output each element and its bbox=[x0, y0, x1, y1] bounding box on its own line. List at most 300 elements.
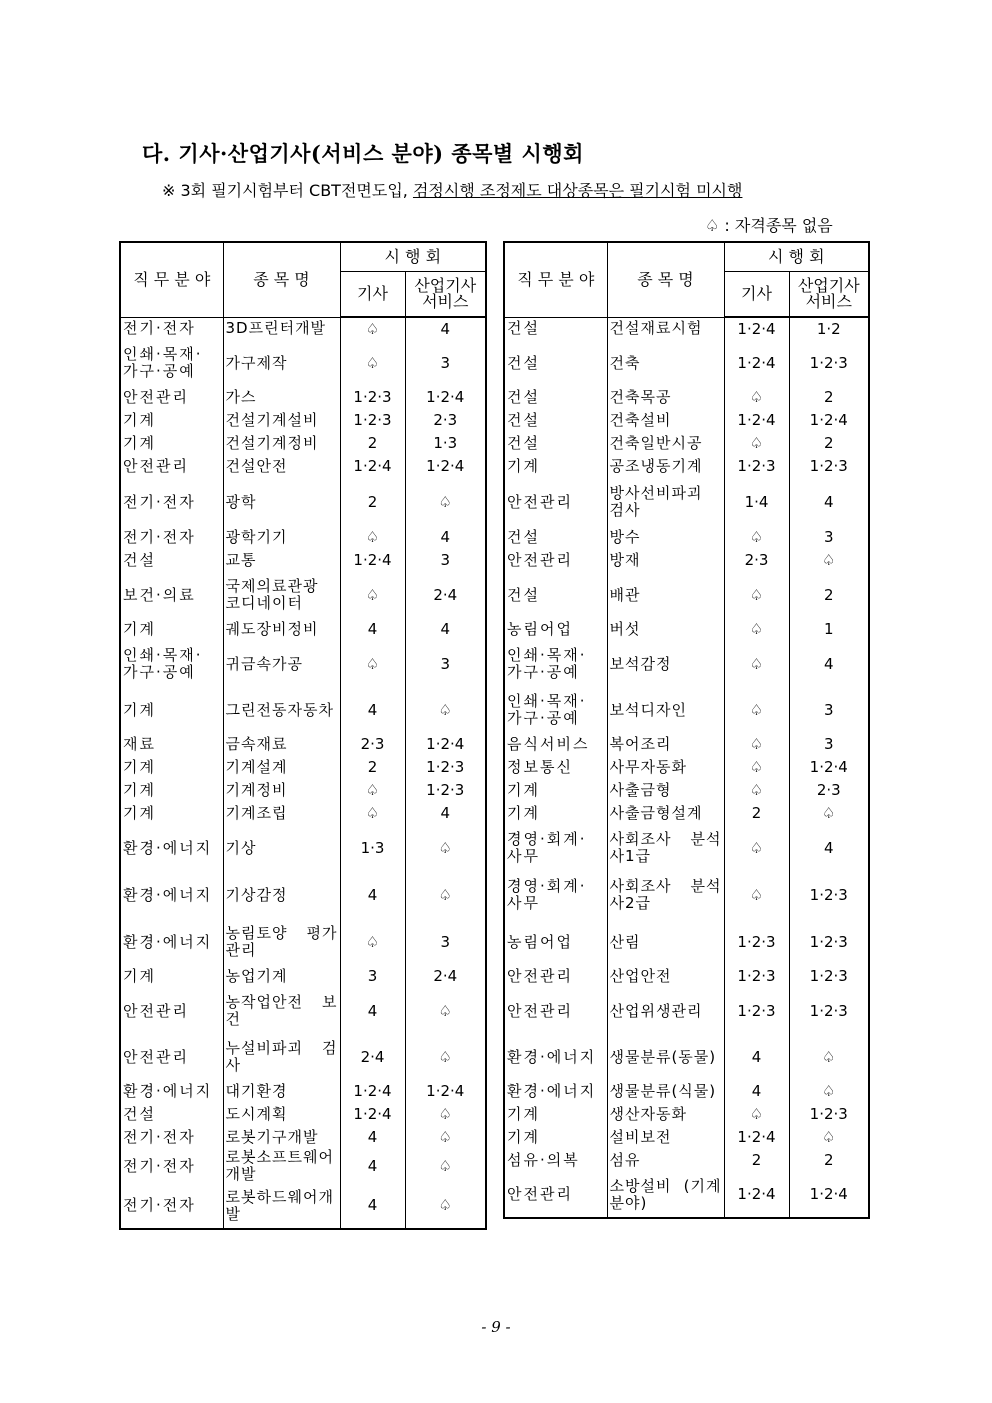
industrial-cell: 4 bbox=[789, 641, 869, 687]
engineer-cell: 4 bbox=[340, 1183, 405, 1229]
header-engineer: 기사 bbox=[340, 271, 405, 317]
item-name-cell: 가구제작 bbox=[223, 340, 340, 386]
item-name-cell: 건설기계설비 bbox=[223, 409, 340, 432]
engineer-cell: 1·2·3 bbox=[340, 409, 405, 432]
engineer-cell: 2 bbox=[724, 802, 789, 825]
item-name-cell: 배관 bbox=[607, 572, 724, 618]
schedule-table-left bbox=[119, 241, 487, 1230]
job-field-cell: 농림어업 bbox=[504, 919, 607, 965]
item-name-cell: 생물분류(식물) bbox=[607, 1080, 724, 1103]
table-row bbox=[120, 1183, 486, 1229]
item-name-cell: 공조냉동기계 bbox=[607, 455, 724, 478]
table-row bbox=[120, 1126, 486, 1149]
job-field-cell: 건설 bbox=[120, 1103, 223, 1126]
industrial-cell: 2·4 bbox=[405, 572, 486, 618]
job-field-cell: 환경·에너지 bbox=[120, 919, 223, 965]
table-row bbox=[504, 919, 869, 965]
industrial-cell: 4 bbox=[789, 478, 869, 526]
table-row bbox=[504, 733, 869, 756]
job-field-cell: 환경·에너지 bbox=[120, 825, 223, 871]
table-row bbox=[504, 1103, 869, 1126]
job-field-cell: 인쇄·목재· 가구·공예 bbox=[120, 641, 223, 687]
industrial-cell: 1·3 bbox=[405, 432, 486, 455]
item-name-cell: 건설재료시험 bbox=[607, 317, 724, 340]
job-field-cell: 섬유·의복 bbox=[504, 1149, 607, 1172]
job-field-cell: 경영·회계· 사무 bbox=[504, 871, 607, 919]
table-row bbox=[120, 919, 486, 965]
job-field-cell: 건설 bbox=[504, 340, 607, 386]
job-field-cell: 전기·전자 bbox=[120, 1126, 223, 1149]
item-name-cell: 건축일반시공 bbox=[607, 432, 724, 455]
header-engineer: 기사 bbox=[724, 271, 789, 317]
table-row bbox=[120, 526, 486, 549]
table-row bbox=[120, 432, 486, 455]
engineer-cell: ♤ bbox=[724, 432, 789, 455]
engineer-cell: 2 bbox=[724, 1149, 789, 1172]
table-row bbox=[504, 526, 869, 549]
engineer-cell: 4 bbox=[340, 618, 405, 641]
table-row bbox=[504, 1126, 869, 1149]
engineer-cell: 4 bbox=[340, 1126, 405, 1149]
table-body-right bbox=[504, 317, 869, 1218]
engineer-cell: 1·2·4 bbox=[724, 409, 789, 432]
note-prefix: ※ 3회 필기시험부터 CBT전면도입, bbox=[162, 181, 413, 200]
industrial-cell: 2 bbox=[789, 386, 869, 409]
industrial-cell: ♤ bbox=[405, 871, 486, 919]
job-field-cell: 음식서비스 bbox=[504, 733, 607, 756]
industrial-cell: 1·2·4 bbox=[405, 733, 486, 756]
item-name-cell: 기상감정 bbox=[223, 871, 340, 919]
engineer-cell: ♤ bbox=[724, 386, 789, 409]
job-field-cell: 경영·회계· 사무 bbox=[504, 825, 607, 871]
item-name-cell: 보석감정 bbox=[607, 641, 724, 687]
engineer-cell: 1·2·4 bbox=[724, 317, 789, 340]
industrial-cell: 1·2·4 bbox=[405, 455, 486, 478]
engineer-cell: ♤ bbox=[340, 340, 405, 386]
job-field-cell: 환경·에너지 bbox=[120, 871, 223, 919]
table-row bbox=[120, 871, 486, 919]
table-row bbox=[120, 733, 486, 756]
engineer-cell: 1·2·3 bbox=[340, 386, 405, 409]
industrial-cell: 2 bbox=[789, 572, 869, 618]
job-field-cell: 농림어업 bbox=[504, 618, 607, 641]
engineer-cell: ♤ bbox=[724, 641, 789, 687]
item-name-cell: 설비보전 bbox=[607, 1126, 724, 1149]
industrial-cell: 1·2·3 bbox=[789, 1103, 869, 1126]
item-name-cell: 생물분류(동물) bbox=[607, 1034, 724, 1080]
header-industrial: 산업기사 서비스 bbox=[405, 271, 486, 317]
job-field-cell: 인쇄·목재· 가구·공예 bbox=[120, 340, 223, 386]
job-field-cell: 인쇄·목재· 가구·공예 bbox=[504, 641, 607, 687]
engineer-cell: 1·2·4 bbox=[340, 1103, 405, 1126]
item-name-cell: 금속재료 bbox=[223, 733, 340, 756]
engineer-cell: ♤ bbox=[724, 526, 789, 549]
industrial-cell: 2·3 bbox=[789, 779, 869, 802]
item-name-cell: 누설비파괴 검사 bbox=[223, 1034, 340, 1080]
item-name-cell: 방수 bbox=[607, 526, 724, 549]
header-field: 직 무 분 야 bbox=[120, 242, 223, 317]
industrial-cell: ♤ bbox=[405, 1183, 486, 1229]
table-row bbox=[120, 340, 486, 386]
table-row bbox=[120, 965, 486, 988]
engineer-cell: ♤ bbox=[340, 317, 405, 340]
job-field-cell: 전기·전자 bbox=[120, 526, 223, 549]
industrial-cell: 4 bbox=[789, 825, 869, 871]
industrial-cell: 1 bbox=[789, 618, 869, 641]
engineer-cell: 1·2·4 bbox=[724, 1126, 789, 1149]
item-name-cell: 사회조사 분석사2급 bbox=[607, 871, 724, 919]
item-name-cell: 궤도장비정비 bbox=[223, 618, 340, 641]
item-name-cell: 로봇하드웨어개발 bbox=[223, 1183, 340, 1229]
table-row bbox=[120, 549, 486, 572]
table-row bbox=[120, 802, 486, 825]
engineer-cell: ♤ bbox=[724, 687, 789, 733]
table-row bbox=[120, 988, 486, 1034]
item-name-cell: 귀금속가공 bbox=[223, 641, 340, 687]
table-row bbox=[504, 409, 869, 432]
job-field-cell: 기계 bbox=[120, 409, 223, 432]
engineer-cell: 1·2·3 bbox=[724, 455, 789, 478]
job-field-cell: 건설 bbox=[504, 572, 607, 618]
industrial-cell: ♤ bbox=[789, 802, 869, 825]
job-field-cell: 안전관리 bbox=[504, 549, 607, 572]
industrial-cell: 3 bbox=[405, 549, 486, 572]
header-field: 직 무 분 야 bbox=[504, 242, 607, 317]
job-field-cell: 안전관리 bbox=[504, 1172, 607, 1218]
industrial-cell: 1·2·3 bbox=[789, 919, 869, 965]
table-row bbox=[504, 965, 869, 988]
job-field-cell: 기계 bbox=[120, 618, 223, 641]
job-field-cell: 인쇄·목재· 가구·공예 bbox=[504, 687, 607, 733]
job-field-cell: 환경·에너지 bbox=[504, 1080, 607, 1103]
table-row bbox=[504, 386, 869, 409]
job-field-cell: 기계 bbox=[120, 965, 223, 988]
industrial-cell: ♤ bbox=[789, 1126, 869, 1149]
job-field-cell: 기계 bbox=[504, 1103, 607, 1126]
item-name-cell: 사출금형설계 bbox=[607, 802, 724, 825]
industrial-cell: ♤ bbox=[405, 1034, 486, 1080]
item-name-cell: 산림 bbox=[607, 919, 724, 965]
industrial-cell: ♤ bbox=[789, 1080, 869, 1103]
table-row bbox=[504, 802, 869, 825]
table-row bbox=[120, 756, 486, 779]
job-field-cell: 기계 bbox=[504, 779, 607, 802]
industrial-cell: 3 bbox=[405, 340, 486, 386]
industrial-cell: 4 bbox=[405, 317, 486, 340]
industrial-cell: 2 bbox=[789, 432, 869, 455]
item-name-cell: 소방설비 (기계분야) bbox=[607, 1172, 724, 1218]
table-row bbox=[120, 317, 486, 340]
item-name-cell: 기계정비 bbox=[223, 779, 340, 802]
item-name-cell: 산업위생관리 bbox=[607, 988, 724, 1034]
item-name-cell: 3D프린터개발 bbox=[223, 317, 340, 340]
engineer-cell: ♤ bbox=[724, 572, 789, 618]
table-row bbox=[120, 1034, 486, 1080]
industrial-cell: 1·2·3 bbox=[789, 871, 869, 919]
job-field-cell: 전기·전자 bbox=[120, 1183, 223, 1229]
table-row bbox=[120, 641, 486, 687]
job-field-cell: 기계 bbox=[120, 756, 223, 779]
engineer-cell: 1·2·4 bbox=[340, 455, 405, 478]
header-item: 종 목 명 bbox=[223, 242, 340, 317]
item-name-cell: 광학기기 bbox=[223, 526, 340, 549]
page-title: 다. 기사·산업기사(서비스 분야) 종목별 시행회 bbox=[142, 141, 584, 166]
table-row bbox=[120, 779, 486, 802]
engineer-cell: 1·2·3 bbox=[724, 919, 789, 965]
engineer-cell: ♤ bbox=[340, 779, 405, 802]
item-name-cell: 가스 bbox=[223, 386, 340, 409]
table-row bbox=[504, 756, 869, 779]
item-name-cell: 건축설비 bbox=[607, 409, 724, 432]
engineer-cell: 1·2·4 bbox=[340, 1080, 405, 1103]
engineer-cell: 2 bbox=[340, 756, 405, 779]
item-name-cell: 방재 bbox=[607, 549, 724, 572]
header-item: 종 목 명 bbox=[607, 242, 724, 317]
page-number: - 9 - bbox=[481, 1318, 511, 1336]
item-name-cell: 생산자동화 bbox=[607, 1103, 724, 1126]
engineer-cell: 4 bbox=[340, 871, 405, 919]
job-field-cell: 환경·에너지 bbox=[120, 1080, 223, 1103]
industrial-cell: 1·2·3 bbox=[789, 340, 869, 386]
industrial-cell: 1·2·3 bbox=[789, 965, 869, 988]
table-row bbox=[504, 340, 869, 386]
item-name-cell: 사회조사 분석사1급 bbox=[607, 825, 724, 871]
table-row bbox=[120, 1149, 486, 1183]
table-row bbox=[120, 618, 486, 641]
industrial-cell: ♤ bbox=[789, 549, 869, 572]
engineer-cell: ♤ bbox=[340, 526, 405, 549]
item-name-cell: 건축 bbox=[607, 340, 724, 386]
industrial-cell: 3 bbox=[789, 733, 869, 756]
table-row bbox=[504, 455, 869, 478]
table-row bbox=[120, 1103, 486, 1126]
table-row bbox=[504, 572, 869, 618]
table-row bbox=[504, 871, 869, 919]
job-field-cell: 전기·전자 bbox=[120, 317, 223, 340]
industrial-cell: ♤ bbox=[405, 1149, 486, 1183]
item-name-cell: 로봇기구개발 bbox=[223, 1126, 340, 1149]
legend: ♤ : 자격종목 없음 bbox=[705, 216, 833, 235]
engineer-cell: 1·2·4 bbox=[724, 340, 789, 386]
job-field-cell: 전기·전자 bbox=[120, 478, 223, 526]
engineer-cell: 4 bbox=[340, 1149, 405, 1183]
table-row bbox=[504, 687, 869, 733]
job-field-cell: 건설 bbox=[504, 317, 607, 340]
industrial-cell: 2·3 bbox=[405, 409, 486, 432]
item-name-cell: 국제의료관광 코디네이터 bbox=[223, 572, 340, 618]
job-field-cell: 기계 bbox=[504, 455, 607, 478]
job-field-cell: 건설 bbox=[504, 432, 607, 455]
job-field-cell: 기계 bbox=[120, 802, 223, 825]
industrial-cell: 1·2·4 bbox=[405, 386, 486, 409]
job-field-cell: 안전관리 bbox=[504, 988, 607, 1034]
table-row bbox=[504, 1080, 869, 1103]
schedule-table-right bbox=[503, 241, 870, 1219]
item-name-cell: 농림토양 평가관리 bbox=[223, 919, 340, 965]
job-field-cell: 환경·에너지 bbox=[504, 1034, 607, 1080]
job-field-cell: 보건·의료 bbox=[120, 572, 223, 618]
table-row bbox=[504, 1149, 869, 1172]
industrial-cell: 3 bbox=[405, 641, 486, 687]
engineer-cell: 1·2·4 bbox=[340, 549, 405, 572]
item-name-cell: 건설안전 bbox=[223, 455, 340, 478]
industrial-cell: 2 bbox=[789, 1149, 869, 1172]
industrial-cell: ♤ bbox=[405, 825, 486, 871]
item-name-cell: 보석디자인 bbox=[607, 687, 724, 733]
table-row bbox=[504, 988, 869, 1034]
industrial-cell: 4 bbox=[405, 526, 486, 549]
engineer-cell: ♤ bbox=[724, 733, 789, 756]
table-body-left bbox=[120, 317, 486, 1229]
table-row bbox=[120, 572, 486, 618]
table-row bbox=[120, 687, 486, 733]
item-name-cell: 기상 bbox=[223, 825, 340, 871]
industrial-cell: 1·2·4 bbox=[789, 409, 869, 432]
item-name-cell: 광학 bbox=[223, 478, 340, 526]
engineer-cell: 4 bbox=[340, 988, 405, 1034]
item-name-cell: 기계조립 bbox=[223, 802, 340, 825]
engineer-cell: ♤ bbox=[340, 572, 405, 618]
industrial-cell: 2·4 bbox=[405, 965, 486, 988]
table-row bbox=[504, 779, 869, 802]
industrial-cell: ♤ bbox=[789, 1034, 869, 1080]
header-industrial: 산업기사 서비스 bbox=[789, 271, 869, 317]
engineer-cell: ♤ bbox=[340, 802, 405, 825]
table-row bbox=[504, 478, 869, 526]
engineer-cell: 2 bbox=[340, 432, 405, 455]
industrial-cell: 1·2·3 bbox=[405, 779, 486, 802]
job-field-cell: 안전관리 bbox=[120, 455, 223, 478]
item-name-cell: 산업안전 bbox=[607, 965, 724, 988]
industrial-cell: 1·2·4 bbox=[405, 1080, 486, 1103]
table-row bbox=[120, 455, 486, 478]
header-schedule: 시 행 회 bbox=[340, 242, 486, 271]
table-row bbox=[120, 409, 486, 432]
industrial-cell: ♤ bbox=[405, 1126, 486, 1149]
item-name-cell: 그린전동자동차 bbox=[223, 687, 340, 733]
job-field-cell: 건설 bbox=[120, 549, 223, 572]
engineer-cell: ♤ bbox=[340, 641, 405, 687]
engineer-cell: ♤ bbox=[724, 871, 789, 919]
item-name-cell: 사무자동화 bbox=[607, 756, 724, 779]
job-field-cell: 건설 bbox=[504, 526, 607, 549]
job-field-cell: 기계 bbox=[120, 432, 223, 455]
engineer-cell: 2·4 bbox=[340, 1034, 405, 1080]
engineer-cell: 2·3 bbox=[724, 549, 789, 572]
engineer-cell: ♤ bbox=[724, 756, 789, 779]
table-row bbox=[504, 432, 869, 455]
industrial-cell: ♤ bbox=[405, 1103, 486, 1126]
engineer-cell: 1·2·3 bbox=[724, 988, 789, 1034]
industrial-cell: 4 bbox=[405, 802, 486, 825]
item-name-cell: 기계설계 bbox=[223, 756, 340, 779]
header-schedule: 시 행 회 bbox=[724, 242, 869, 271]
job-field-cell: 안전관리 bbox=[504, 965, 607, 988]
industrial-cell: 3 bbox=[405, 919, 486, 965]
industrial-cell: 1·2·3 bbox=[405, 756, 486, 779]
engineer-cell: 2·3 bbox=[340, 733, 405, 756]
industrial-cell: 1·2·4 bbox=[789, 756, 869, 779]
item-name-cell: 도시계획 bbox=[223, 1103, 340, 1126]
job-field-cell: 기계 bbox=[504, 1126, 607, 1149]
industrial-cell: 3 bbox=[789, 526, 869, 549]
engineer-cell: 1·2·4 bbox=[724, 1172, 789, 1218]
job-field-cell: 전기·전자 bbox=[120, 1149, 223, 1183]
industrial-cell: ♤ bbox=[405, 478, 486, 526]
industrial-cell: 1·2 bbox=[789, 317, 869, 340]
table-row bbox=[504, 825, 869, 871]
job-field-cell: 안전관리 bbox=[504, 478, 607, 526]
industrial-cell: 1·2·4 bbox=[789, 1172, 869, 1218]
engineer-cell: 1·4 bbox=[724, 478, 789, 526]
job-field-cell: 건설 bbox=[504, 386, 607, 409]
engineer-cell: 4 bbox=[724, 1034, 789, 1080]
engineer-cell: 1·2·3 bbox=[724, 965, 789, 988]
engineer-cell: 4 bbox=[340, 687, 405, 733]
job-field-cell: 안전관리 bbox=[120, 988, 223, 1034]
table-row bbox=[120, 386, 486, 409]
industrial-cell: 4 bbox=[405, 618, 486, 641]
item-name-cell: 사출금형 bbox=[607, 779, 724, 802]
cbt-note bbox=[162, 178, 742, 201]
item-name-cell: 건설기계정비 bbox=[223, 432, 340, 455]
table-row bbox=[120, 1080, 486, 1103]
engineer-cell: ♤ bbox=[724, 779, 789, 802]
job-field-cell: 안전관리 bbox=[120, 386, 223, 409]
industrial-cell: ♤ bbox=[405, 687, 486, 733]
table-row bbox=[120, 478, 486, 526]
engineer-cell: ♤ bbox=[724, 1103, 789, 1126]
engineer-cell: ♤ bbox=[724, 618, 789, 641]
item-name-cell: 대기환경 bbox=[223, 1080, 340, 1103]
engineer-cell: 3 bbox=[340, 965, 405, 988]
table-row bbox=[504, 641, 869, 687]
note-underlined: 검정시행 조정제도 대상종목은 필기시험 미시행 bbox=[412, 181, 743, 200]
job-field-cell: 건설 bbox=[504, 409, 607, 432]
item-name-cell: 복어조리 bbox=[607, 733, 724, 756]
industrial-cell: 3 bbox=[789, 687, 869, 733]
engineer-cell: 2 bbox=[340, 478, 405, 526]
table-row bbox=[120, 825, 486, 871]
table-row bbox=[504, 1172, 869, 1218]
industrial-cell: ♤ bbox=[405, 988, 486, 1034]
job-field-cell: 기계 bbox=[120, 687, 223, 733]
item-name-cell: 건축목공 bbox=[607, 386, 724, 409]
table-row bbox=[504, 549, 869, 572]
item-name-cell: 교통 bbox=[223, 549, 340, 572]
job-field-cell: 안전관리 bbox=[120, 1034, 223, 1080]
job-field-cell: 기계 bbox=[504, 802, 607, 825]
item-name-cell: 섬유 bbox=[607, 1149, 724, 1172]
table-row bbox=[504, 618, 869, 641]
table-row bbox=[504, 317, 869, 340]
engineer-cell: ♤ bbox=[724, 825, 789, 871]
job-field-cell: 정보통신 bbox=[504, 756, 607, 779]
item-name-cell: 농작업안전 보건 bbox=[223, 988, 340, 1034]
table-row bbox=[504, 1034, 869, 1080]
industrial-cell: 1·2·3 bbox=[789, 988, 869, 1034]
item-name-cell: 버섯 bbox=[607, 618, 724, 641]
item-name-cell: 로봇소프트웨어개발 bbox=[223, 1149, 340, 1183]
job-field-cell: 기계 bbox=[120, 779, 223, 802]
engineer-cell: 4 bbox=[724, 1080, 789, 1103]
engineer-cell: ♤ bbox=[340, 919, 405, 965]
item-name-cell: 농업기계 bbox=[223, 965, 340, 988]
item-name-cell: 방사선비파괴 검사 bbox=[607, 478, 724, 526]
industrial-cell: 1·2·3 bbox=[789, 455, 869, 478]
engineer-cell: 1·3 bbox=[340, 825, 405, 871]
job-field-cell: 재료 bbox=[120, 733, 223, 756]
